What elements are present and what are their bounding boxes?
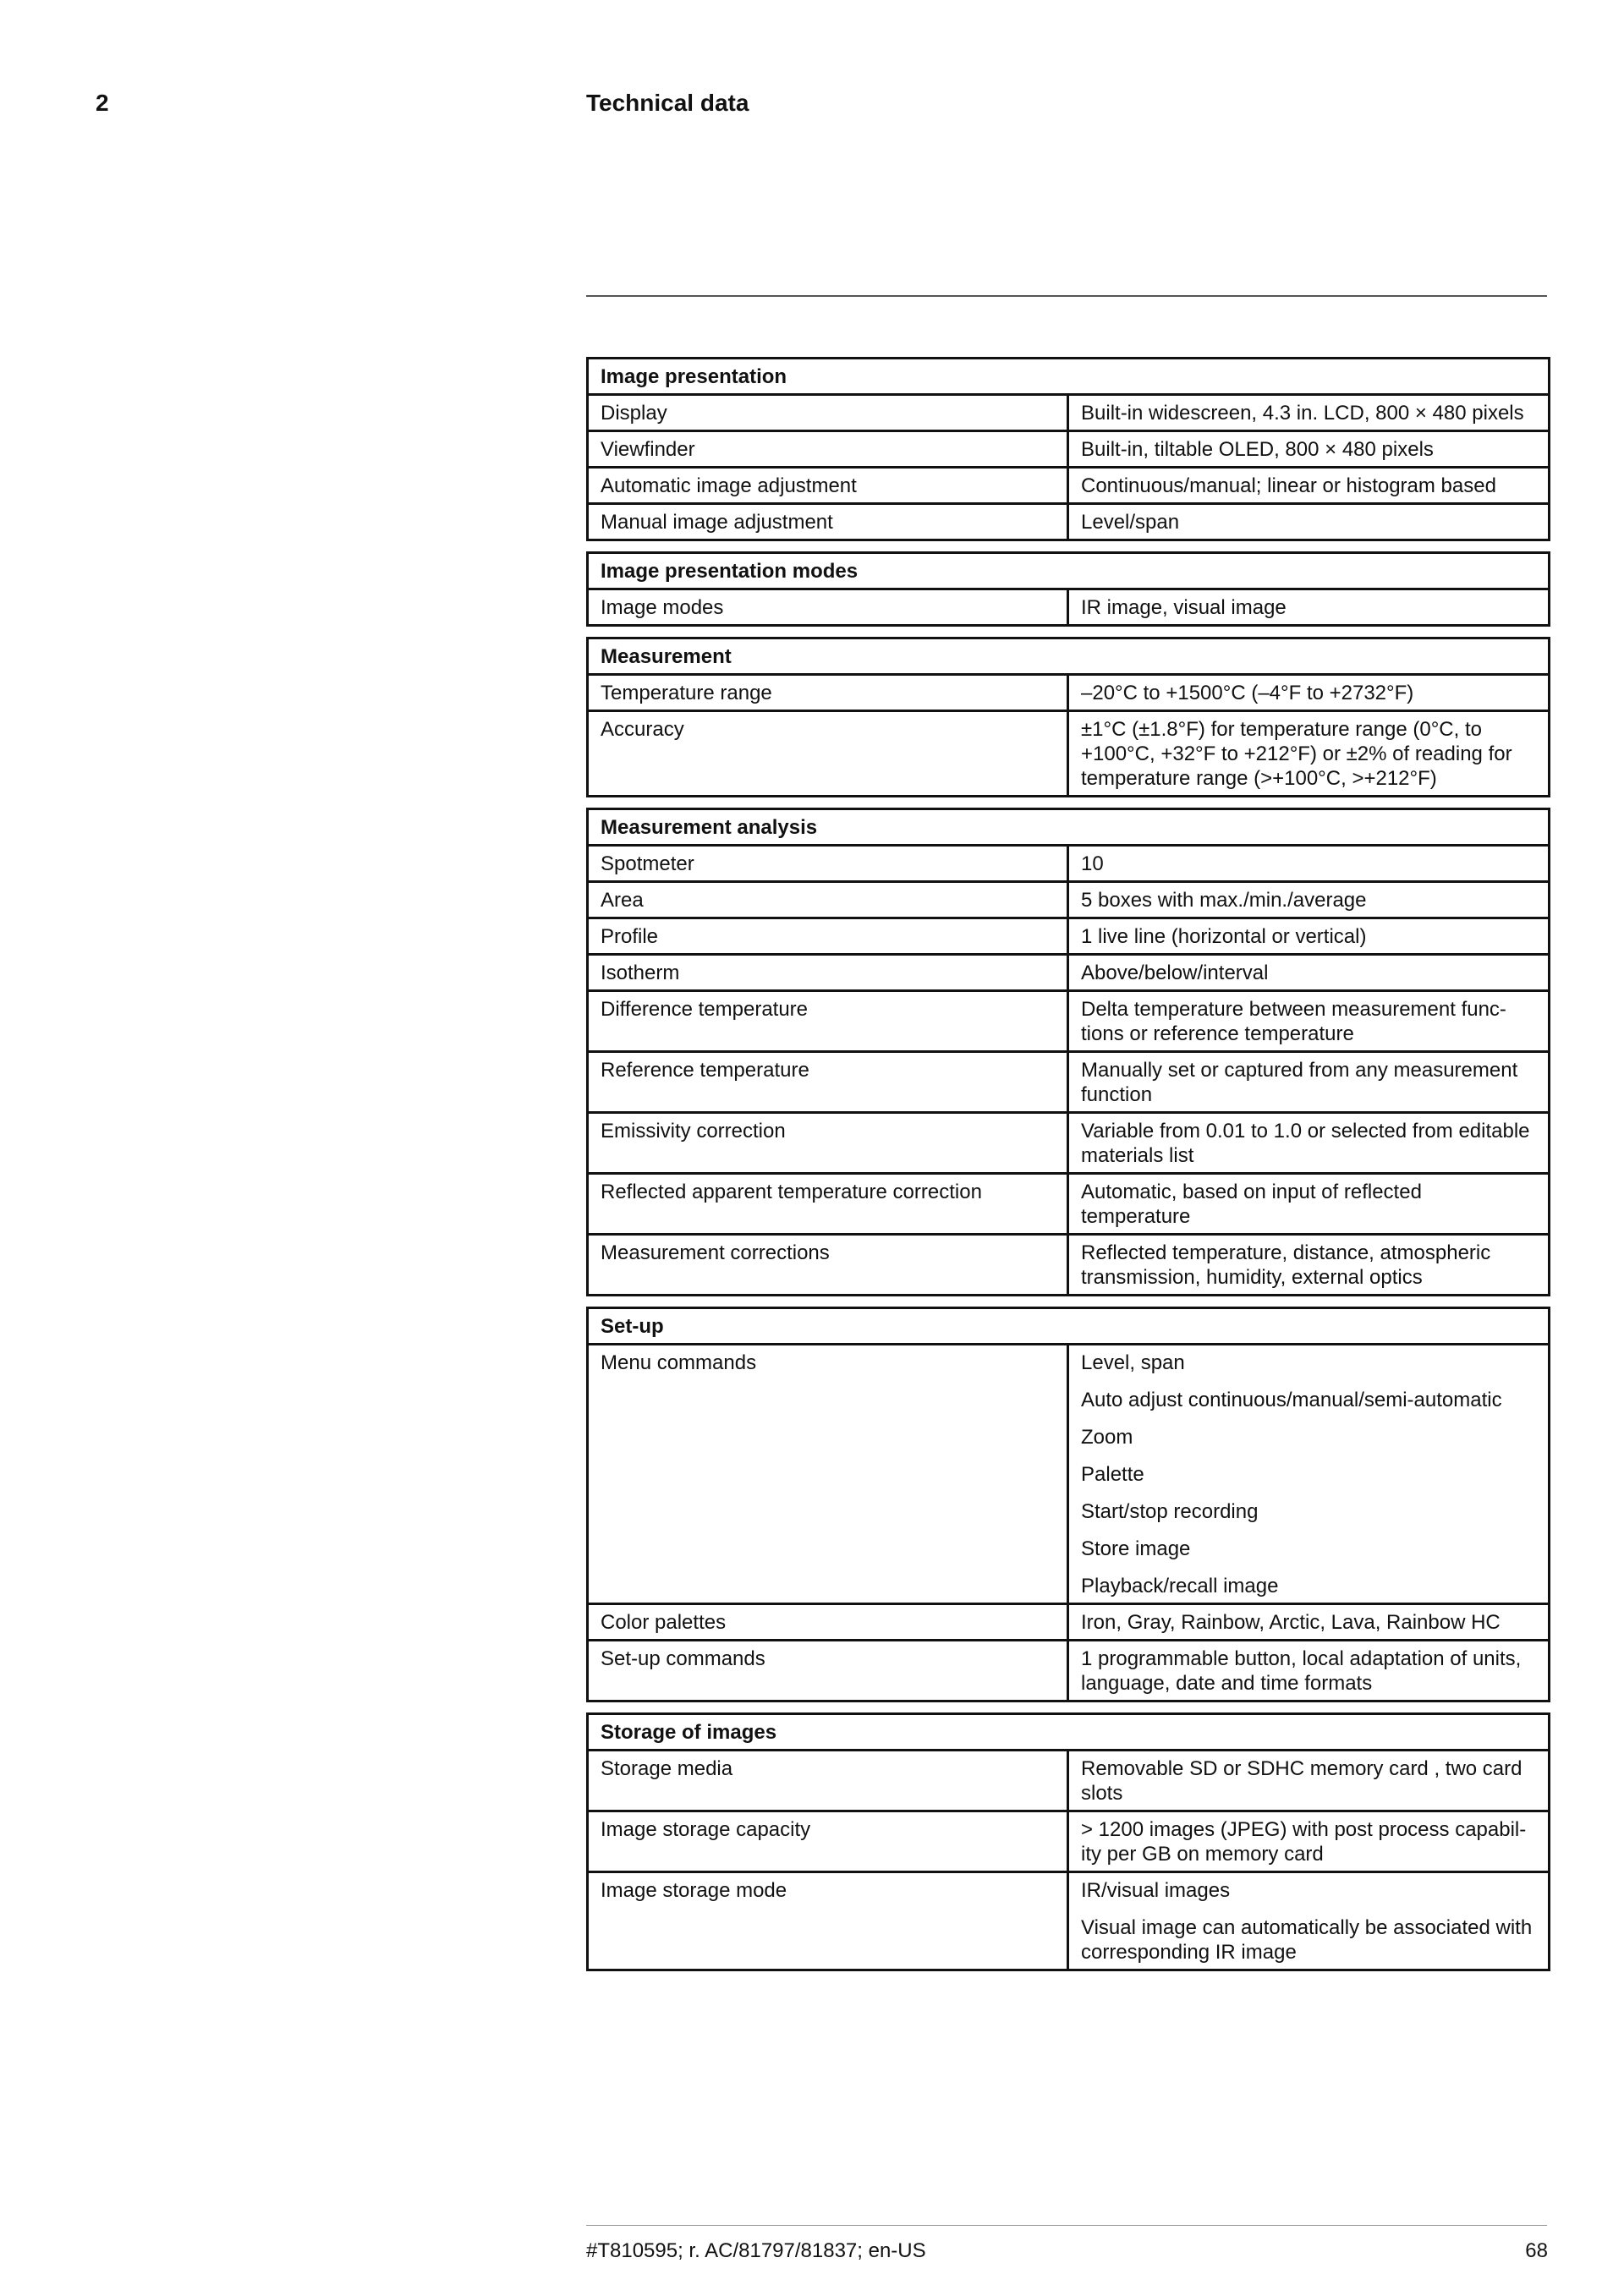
spec-value-line: Playback/recall image bbox=[1081, 1575, 1279, 1597]
spec-label: Accuracy bbox=[588, 711, 1068, 797]
spec-value bbox=[1068, 955, 1550, 991]
spec-label: Viewfinder bbox=[588, 431, 1068, 468]
spec-label: Automatic image adjustment bbox=[588, 468, 1068, 504]
spec-label: Image storage mode bbox=[588, 1872, 1068, 1970]
spec-value bbox=[1068, 589, 1550, 626]
spec-label: Image modes bbox=[588, 589, 1068, 626]
spec-value-line: 10 bbox=[1081, 852, 1104, 875]
spec-value bbox=[1068, 675, 1550, 711]
section-header-row bbox=[588, 359, 1550, 395]
table-row bbox=[588, 1811, 1550, 1872]
spec-value bbox=[1068, 1113, 1550, 1174]
spec-value-line: Above/below/interval bbox=[1081, 962, 1269, 984]
spec-value-line: Reflected temperature, distance, atmospheric transmission, humidity, external optics bbox=[1081, 1241, 1491, 1289]
table-row bbox=[588, 1604, 1550, 1641]
chapter-title: Technical data bbox=[586, 90, 749, 116]
table-row bbox=[588, 589, 1550, 626]
spec-label: Isotherm bbox=[588, 955, 1068, 991]
spec-value-line: Variable from 0.01 to 1.0 or selected from editable materials list bbox=[1081, 1120, 1530, 1167]
spec-value-line: 5 boxes with max./min./average bbox=[1081, 889, 1367, 912]
table-row bbox=[588, 918, 1550, 955]
table-row bbox=[588, 1113, 1550, 1174]
table-row bbox=[588, 846, 1550, 882]
spec-label: Menu commands bbox=[588, 1345, 1068, 1604]
footer-divider bbox=[586, 2225, 1547, 2226]
spec-label: Image storage capacity bbox=[588, 1811, 1068, 1872]
spec-value-line: IR image, visual image bbox=[1081, 596, 1287, 619]
spec-value bbox=[1068, 711, 1550, 797]
spec-tables bbox=[586, 357, 1548, 1981]
spec-value bbox=[1068, 918, 1550, 955]
table-row bbox=[588, 1174, 1550, 1235]
table-row bbox=[588, 431, 1550, 468]
table-row bbox=[588, 991, 1550, 1052]
spec-label: Spotmeter bbox=[588, 846, 1068, 882]
spec-value-line: Manually set or captured from any measurement function bbox=[1081, 1059, 1518, 1106]
spec-label: Reference temperature bbox=[588, 1052, 1068, 1113]
table-row bbox=[588, 1641, 1550, 1701]
spec-value-line: Removable SD or SDHC memory card , two card slots bbox=[1081, 1757, 1522, 1805]
spec-table bbox=[586, 357, 1550, 541]
spec-label: Temperature range bbox=[588, 675, 1068, 711]
spec-label: Display bbox=[588, 395, 1068, 431]
spec-table bbox=[586, 551, 1550, 627]
spec-label: Manual image adjustment bbox=[588, 504, 1068, 540]
spec-label: Color palettes bbox=[588, 1604, 1068, 1641]
spec-label: Difference temperature bbox=[588, 991, 1068, 1052]
spec-value-line: ±1°C (±1.8°F) for temperature range (0°C, to +100°C, +32°F to +212°F) or ±2% of reading for temperature range (>+100°C, >+212°F) bbox=[1081, 718, 1512, 790]
spec-table bbox=[586, 1712, 1550, 1971]
spec-value bbox=[1068, 1872, 1550, 1970]
spec-label: Storage media bbox=[588, 1751, 1068, 1811]
section-title: Image presentation modes bbox=[588, 553, 1550, 589]
spec-table bbox=[586, 808, 1550, 1296]
spec-value-line: Automatic, based on input of reflected temperature bbox=[1081, 1181, 1422, 1228]
spec-value-line: Continuous/manual; linear or histogram based bbox=[1081, 474, 1496, 497]
section-header-row bbox=[588, 553, 1550, 589]
spec-value-line: Palette bbox=[1081, 1463, 1144, 1486]
spec-value bbox=[1068, 1174, 1550, 1235]
spec-value-line: –20°C to +1500°C (–4°F to +2732°F) bbox=[1081, 682, 1414, 704]
spec-value-line: Iron, Gray, Rainbow, Arctic, Lava, Rainbow HC bbox=[1081, 1611, 1501, 1634]
spec-value bbox=[1068, 395, 1550, 431]
table-row bbox=[588, 711, 1550, 797]
spec-value bbox=[1068, 504, 1550, 540]
spec-value bbox=[1068, 846, 1550, 882]
section-title: Measurement analysis bbox=[588, 809, 1550, 846]
spec-value bbox=[1068, 468, 1550, 504]
spec-value bbox=[1068, 1604, 1550, 1641]
table-row bbox=[588, 468, 1550, 504]
page-number: 68 bbox=[1525, 2239, 1548, 2262]
spec-value bbox=[1068, 1052, 1550, 1113]
spec-value bbox=[1068, 882, 1550, 918]
table-row bbox=[588, 1345, 1550, 1604]
section-header-row bbox=[588, 1308, 1550, 1345]
section-header-row bbox=[588, 809, 1550, 846]
spec-value bbox=[1068, 1235, 1550, 1296]
document-reference: #T810595; r. AC/81797/81837; en-US bbox=[586, 2239, 926, 2262]
spec-value-line: Store image bbox=[1081, 1537, 1191, 1560]
table-row bbox=[588, 1235, 1550, 1296]
spec-table bbox=[586, 1307, 1550, 1702]
table-row bbox=[588, 395, 1550, 431]
spec-value-line: Level/span bbox=[1081, 511, 1180, 534]
spec-label: Profile bbox=[588, 918, 1068, 955]
section-title: Storage of images bbox=[588, 1714, 1550, 1751]
spec-value-line: Built-in widescreen, 4.3 in. LCD, 800 × 480 pixels bbox=[1081, 402, 1524, 425]
spec-value-line: 1 live line (horizontal or vertical) bbox=[1081, 925, 1367, 948]
section-title: Measurement bbox=[588, 638, 1550, 675]
spec-value-line: 1 programmable button, local adaptation of units, language, date and time formats bbox=[1081, 1647, 1522, 1695]
spec-label: Emissivity correction bbox=[588, 1113, 1068, 1174]
spec-value-line: Level, span bbox=[1081, 1351, 1185, 1374]
spec-value-line: Delta temperature between measurement func-tions or reference temperature bbox=[1081, 998, 1506, 1045]
table-row bbox=[588, 1872, 1550, 1970]
spec-label: Reflected apparent temperature correction bbox=[588, 1174, 1068, 1235]
spec-label: Measurement corrections bbox=[588, 1235, 1068, 1296]
table-row bbox=[588, 1751, 1550, 1811]
section-header-row bbox=[588, 638, 1550, 675]
section-title: Image presentation bbox=[588, 359, 1550, 395]
spec-value-line: Visual image can automatically be associated with corresponding IR image bbox=[1081, 1916, 1533, 1964]
spec-table bbox=[586, 637, 1550, 797]
spec-value bbox=[1068, 431, 1550, 468]
header-divider bbox=[586, 295, 1547, 297]
spec-value-line: Start/stop recording bbox=[1081, 1500, 1259, 1523]
table-row bbox=[588, 955, 1550, 991]
spec-label: Set-up commands bbox=[588, 1641, 1068, 1701]
table-row bbox=[588, 882, 1550, 918]
spec-label: Area bbox=[588, 882, 1068, 918]
spec-value-line: Auto adjust continuous/manual/semi-automatic bbox=[1081, 1389, 1502, 1411]
section-header-row bbox=[588, 1714, 1550, 1751]
spec-value bbox=[1068, 1811, 1550, 1872]
spec-value bbox=[1068, 1345, 1550, 1604]
spec-value-line: IR/visual images bbox=[1081, 1879, 1231, 1902]
spec-value bbox=[1068, 1641, 1550, 1701]
table-row bbox=[588, 504, 1550, 540]
table-row bbox=[588, 675, 1550, 711]
section-title: Set-up bbox=[588, 1308, 1550, 1345]
spec-value-line: > 1200 images (JPEG) with post process capabil-ity per GB on memory card bbox=[1081, 1818, 1527, 1866]
spec-value-line: Zoom bbox=[1081, 1426, 1133, 1449]
spec-value-line: Built-in, tiltable OLED, 800 × 480 pixels bbox=[1081, 438, 1434, 461]
table-row bbox=[588, 1052, 1550, 1113]
chapter-number: 2 bbox=[96, 90, 109, 116]
spec-value bbox=[1068, 1751, 1550, 1811]
spec-value bbox=[1068, 991, 1550, 1052]
